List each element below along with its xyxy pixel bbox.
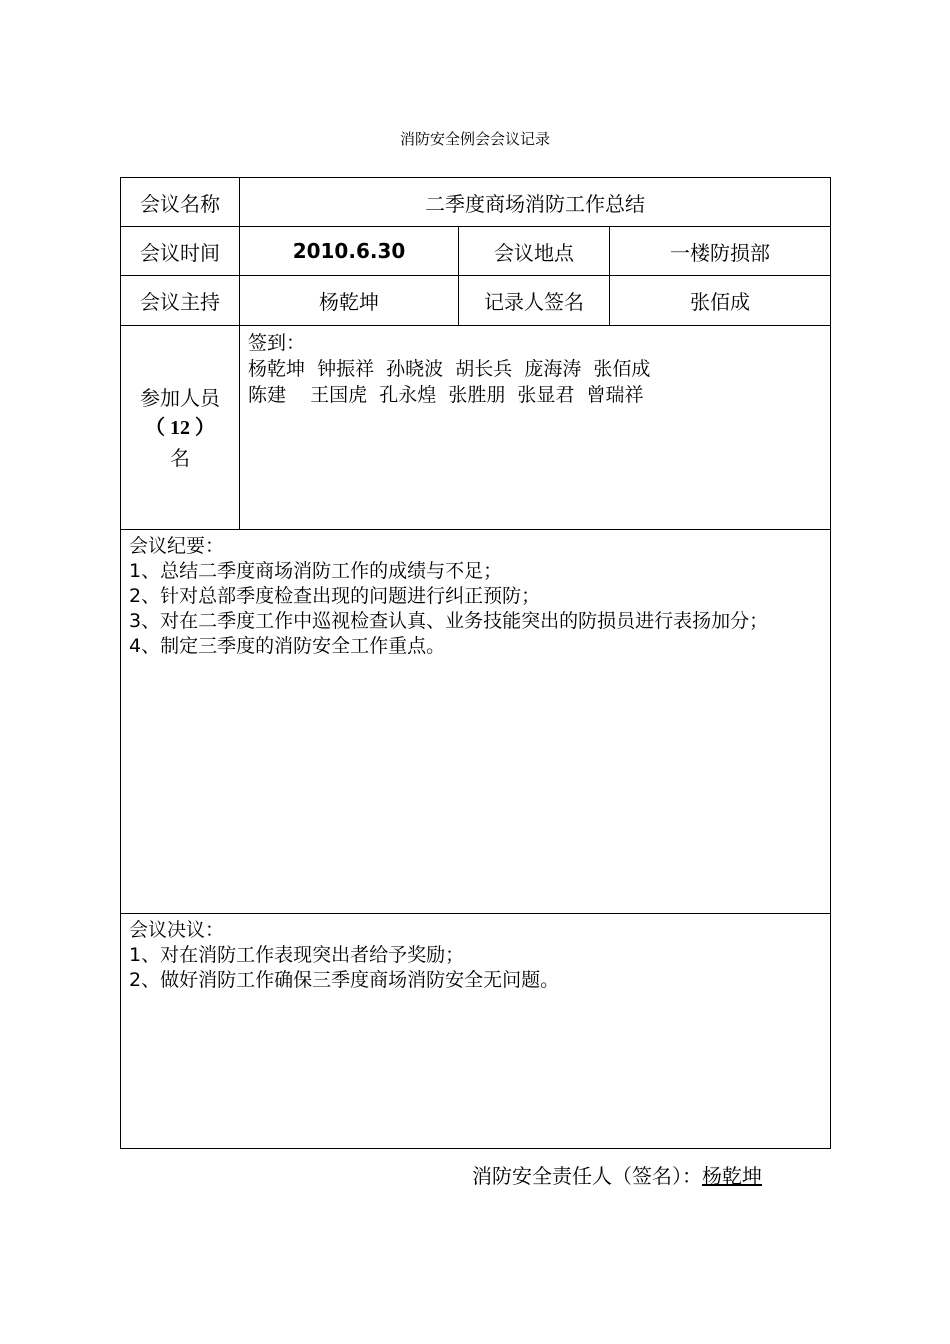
signature-name: 杨乾坤 [702, 1164, 762, 1188]
meeting-time-row [121, 227, 831, 276]
meeting-time-label: 会议时间 [121, 227, 240, 276]
meeting-host-label: 会议主持 [121, 276, 240, 326]
responsible-person-signature [472, 1160, 762, 1189]
recorder-label: 记录人签名 [459, 276, 610, 326]
meeting-place-label: 会议地点 [459, 227, 610, 276]
attendees-line-2: 陈建 王国虎 孔永煌 张胜朋 张显君 曾瑞祥 [248, 384, 644, 406]
meeting-record-table [120, 177, 831, 1149]
minutes-item: 1、总结二季度商场消防工作的成绩与不足； [129, 560, 503, 582]
attendees-label-line3: 名 [170, 445, 190, 470]
minutes-heading: 会议纪要： [129, 535, 225, 557]
meeting-name-row [121, 178, 831, 227]
meeting-time-value: 2010.6.30 [240, 227, 459, 276]
document-title: 消防安全例会会议记录 [399, 130, 550, 148]
signature-label: 消防安全责任人（签名）： [472, 1164, 702, 1188]
minutes-item: 4、制定三季度的消防安全工作重点。 [129, 635, 446, 657]
attendees-label [121, 326, 240, 530]
attendees-count: （ 12 ） [145, 416, 215, 439]
minutes-row [121, 530, 831, 914]
meeting-name-label: 会议名称 [121, 178, 240, 227]
minutes-item: 2、针对总部季度检查出现的问题进行纠正预防； [129, 585, 541, 607]
meeting-host-row [121, 276, 831, 326]
meeting-place-value: 一楼防损部 [610, 227, 831, 276]
recorder-value: 张佰成 [610, 276, 831, 326]
resolution-item: 1、对在消防工作表现突出者给予奖励； [129, 944, 465, 966]
resolution-block [121, 914, 831, 1149]
attendees-row [121, 326, 831, 530]
attendees-line-1: 杨乾坤 钟振祥 孙晓波 胡长兵 庞海涛 张佰成 [248, 358, 651, 380]
attendees-list [240, 326, 831, 530]
resolution-row [121, 914, 831, 1149]
meeting-name-value: 二季度商场消防工作总结 [240, 178, 831, 227]
resolution-item: 2、做好消防工作确保三季度商场消防安全无问题。 [129, 969, 560, 991]
meeting-host-value: 杨乾坤 [240, 276, 459, 326]
minutes-item: 3、对在二季度工作中巡视检查认真、业务技能突出的防损员进行表扬加分； [129, 610, 769, 632]
attendees-label-line1: 参加人员 [140, 385, 220, 410]
signin-heading: 签到： [248, 332, 306, 354]
minutes-block [121, 530, 831, 914]
resolution-heading: 会议决议： [129, 919, 225, 941]
